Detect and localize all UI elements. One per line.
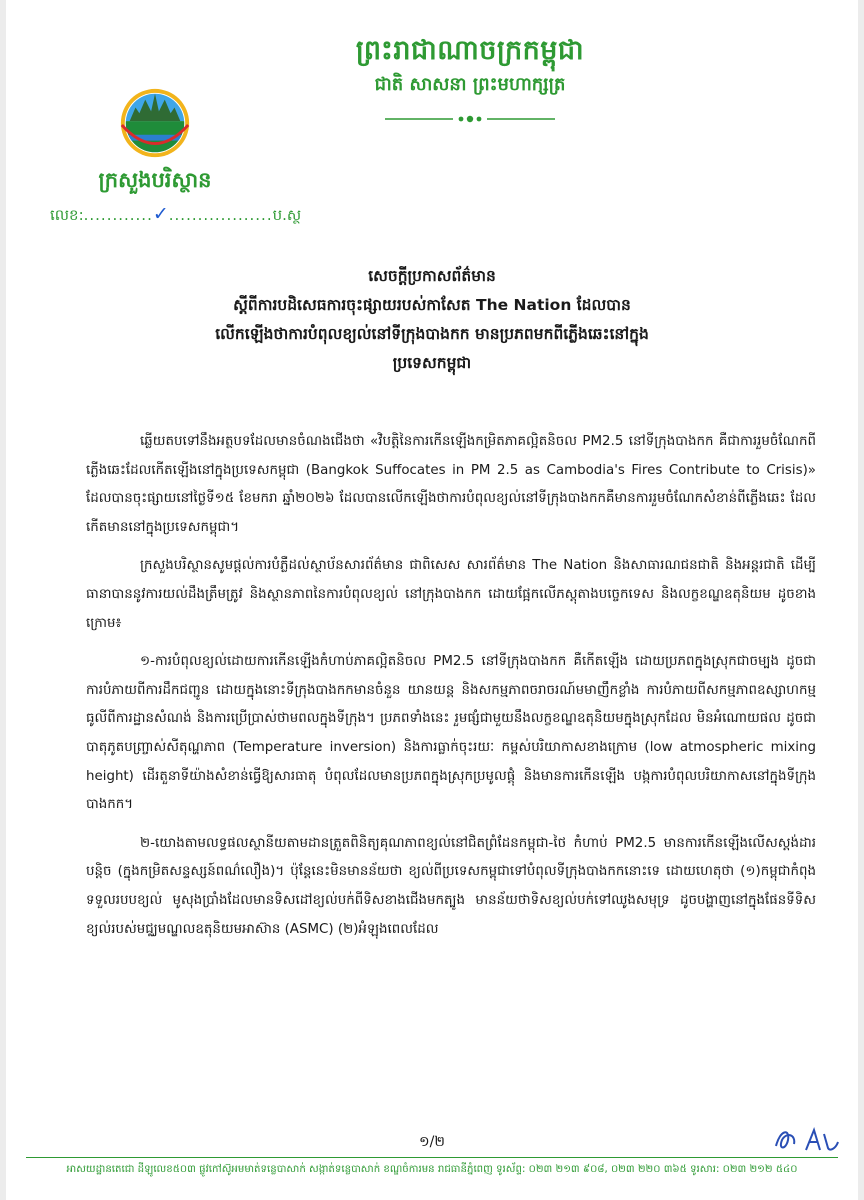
document-title bbox=[120, 262, 744, 378]
ref-label: លេខ: bbox=[50, 206, 84, 224]
paragraph: ក្រសួងបរិស្ថានសូមផ្ដល់ការបំភ្លឺដល់ស្ថាប័នសារព័ត៌មាន ជាពិសេស សារព័ត៌មាន The Nation និងសាធារណជនជាតិ និងអន្តរជាតិ ដើម្បីធានាបាននូវការយល់ដឹងត្រឹមត្រូវ និងស្ថានភាពនៃការបំពុលខ្យល់ នៅក្រុងបាងកក ដោយផ្អែកលើភស្តុតាងបច្ចេកទេស និងលក្ខខណ្ឌឧតុនិយម ដូចខាងក្រោម៖ bbox=[86, 558, 816, 631]
paragraph: ១-ការបំពុលខ្យល់ដោយការកើនឡើងកំហាប់ភាគល្អិតនិចល PM2.5 នៅទីក្រុងបាងកក គឺកើតឡើង ដោយប្រភពក្នុងស្រុកជាចម្បង ដូចជា ការបំភាយពីការដឹកជញ្ជូន ដោយក្នុងនោះទីក្រុងបាងកកមានចំនួន យានយន្ត និងសកម្មភាពចរាចរណ៍មមាញឹកខ្លាំង ការបំភាយពីសកម្មភាពឧស្សាហកម្ម ធូលីពីការដ្ឋានសំណង់ និងការប្រើប្រាស់ថាមពលក្នុងទីក្រុង។ ប្រភពទាំងនេះ រួមផ្សំជាមួយនឹងលក្ខខណ្ឌឧតុនិយមក្នុងស្រុកដែល មិនអំណោយផល ដូចជាបាតុភូតបញ្ច្រាស់សីតុណ្ហភាព (Temperature inversion) និងការធ្លាក់ចុះរយៈ កម្ពស់បរិយាកាសខាងក្រោម (low atmospheric mixing height) ដើរតួនាទីយ៉ាងសំខាន់ធ្វើឱ្យសារធាតុ បំពុលដែលមានប្រភពក្នុងស្រុកប្រមូលផ្ដុំ និងមានការកើនឡើង បង្កការបំពុលបរិយាកាសនៅក្នុងទីក្រុង បាងកក។ bbox=[86, 654, 816, 813]
national-motto: ជាតិ សាសនា ព្រះមហាក្សត្រ bbox=[374, 74, 566, 95]
divider-ornament-icon bbox=[385, 112, 555, 126]
footer-address: អាសយដ្ឋានតេជោ ដីឡូលេខ៥០៣ ផ្លូវកៅស៊ូអមមាត់ទន្លេបាសាក់ សង្កាត់ទន្លេបាសាក់ ខណ្ឌចំការមន រាជធានីភ្នំពេញ ទូរស័ព្ទ: ០២៣ ២១៣ ៩០៨, ០២៣ ២២០ ៣៦៥ ទូរសារ: ០២៣ ២១២ ៥៤០ bbox=[66, 1164, 798, 1175]
title-line: ស្ដីពីការបដិសេធការចុះផ្សាយរបស់កាសែត The Nation ដែលបាន bbox=[233, 296, 631, 314]
ministry-name: ក្រសួងបរិស្ថាន bbox=[98, 168, 212, 192]
title-line: ប្រទេសកម្ពុជា bbox=[392, 354, 472, 372]
title-line: សេចក្ដីប្រកាសព័ត៌មាន bbox=[368, 267, 496, 285]
check-mark-icon: ✓ bbox=[152, 203, 169, 225]
title-line: លើកឡើងថាការបំពុលខ្យល់នៅទីក្រុងបាងកក មានប្រភពមកពីភ្លើងឆេះនៅក្នុង bbox=[215, 325, 649, 343]
signature-icon bbox=[770, 1122, 842, 1156]
ministry-logo-icon bbox=[116, 86, 194, 164]
paragraph: ២-យោងតាមលទ្ធផលស្ថានីយតាមដានត្រួតពិនិត្យគុណភាពខ្យល់នៅជិតព្រំដែនកម្ពុជា-ថៃ កំហាប់ PM2.5 មានការកើនឡើងលើសស្តង់ដារបន្តិច (ក្នុងកម្រិតសន្ទស្សន៍ពណ៌លឿង)។ ប៉ុន្តែនេះមិនមានន័យថា ខ្យល់ពីប្រទេសកម្ពុជាទៅបំពុលទីក្រុងបាងកកនោះទេ ដោយហេតុថា (១)កម្ពុជាកំពុងទទួលរបបខ្យល់ មូសុងប្រាំងដែលមានទិសដៅខ្យល់បក់ពីទិសខាងជើងមកត្បូង មានន័យថាទិសខ្យល់បក់ទៅឈូងសមុទ្រ ដូចបង្ហាញនៅក្នុងផែនទីទិសខ្យល់របស់មជ្ឈមណ្ឌលឧតុនិយមអាស៊ាន (ASMC) (២)អំឡុងពេលដែល bbox=[86, 835, 816, 937]
ref-dots-right: .................. bbox=[168, 206, 273, 224]
footer-divider bbox=[26, 1157, 838, 1158]
ref-suffix: ប.ស្ថ bbox=[272, 206, 302, 224]
paragraph: ឆ្លើយតបទៅនឹងអត្ថបទដែលមានចំណងជើងថា «វិបត្តិនៃការកើនឡើងកម្រិតភាគល្អិតនិចល PM2.5 នៅទីក្រុងបាងកក គឺជាការរួមចំណែកពីភ្លើងឆេះដែលកើតឡើងនៅក្នុងប្រទេសកម្ពុជា (Bangkok Suffocates in PM 2.5 as Cambodia's Fires Contribute to Crisis)» ដែលបានចុះផ្សាយនៅថ្ងៃទី១៥ ខែមករា ឆ្នាំ២០២៦ ដែលបានលើកឡើងថាការបំពុលខ្យល់នៅទីក្រុងបាងកកគឺមានការរួមចំណែកសំខាន់ពីភ្លើងឆេះ ដែលកើតមាននៅក្នុងប្រទេសកម្ពុជា។ bbox=[86, 434, 816, 535]
reference-number bbox=[50, 203, 301, 228]
kingdom-heading: ព្រះរាជាណាចក្រកម្ពុជា bbox=[355, 35, 585, 66]
page-number: ១/២ bbox=[419, 1134, 445, 1150]
ref-dots-left: ............ bbox=[83, 206, 153, 224]
document-body bbox=[86, 428, 816, 954]
